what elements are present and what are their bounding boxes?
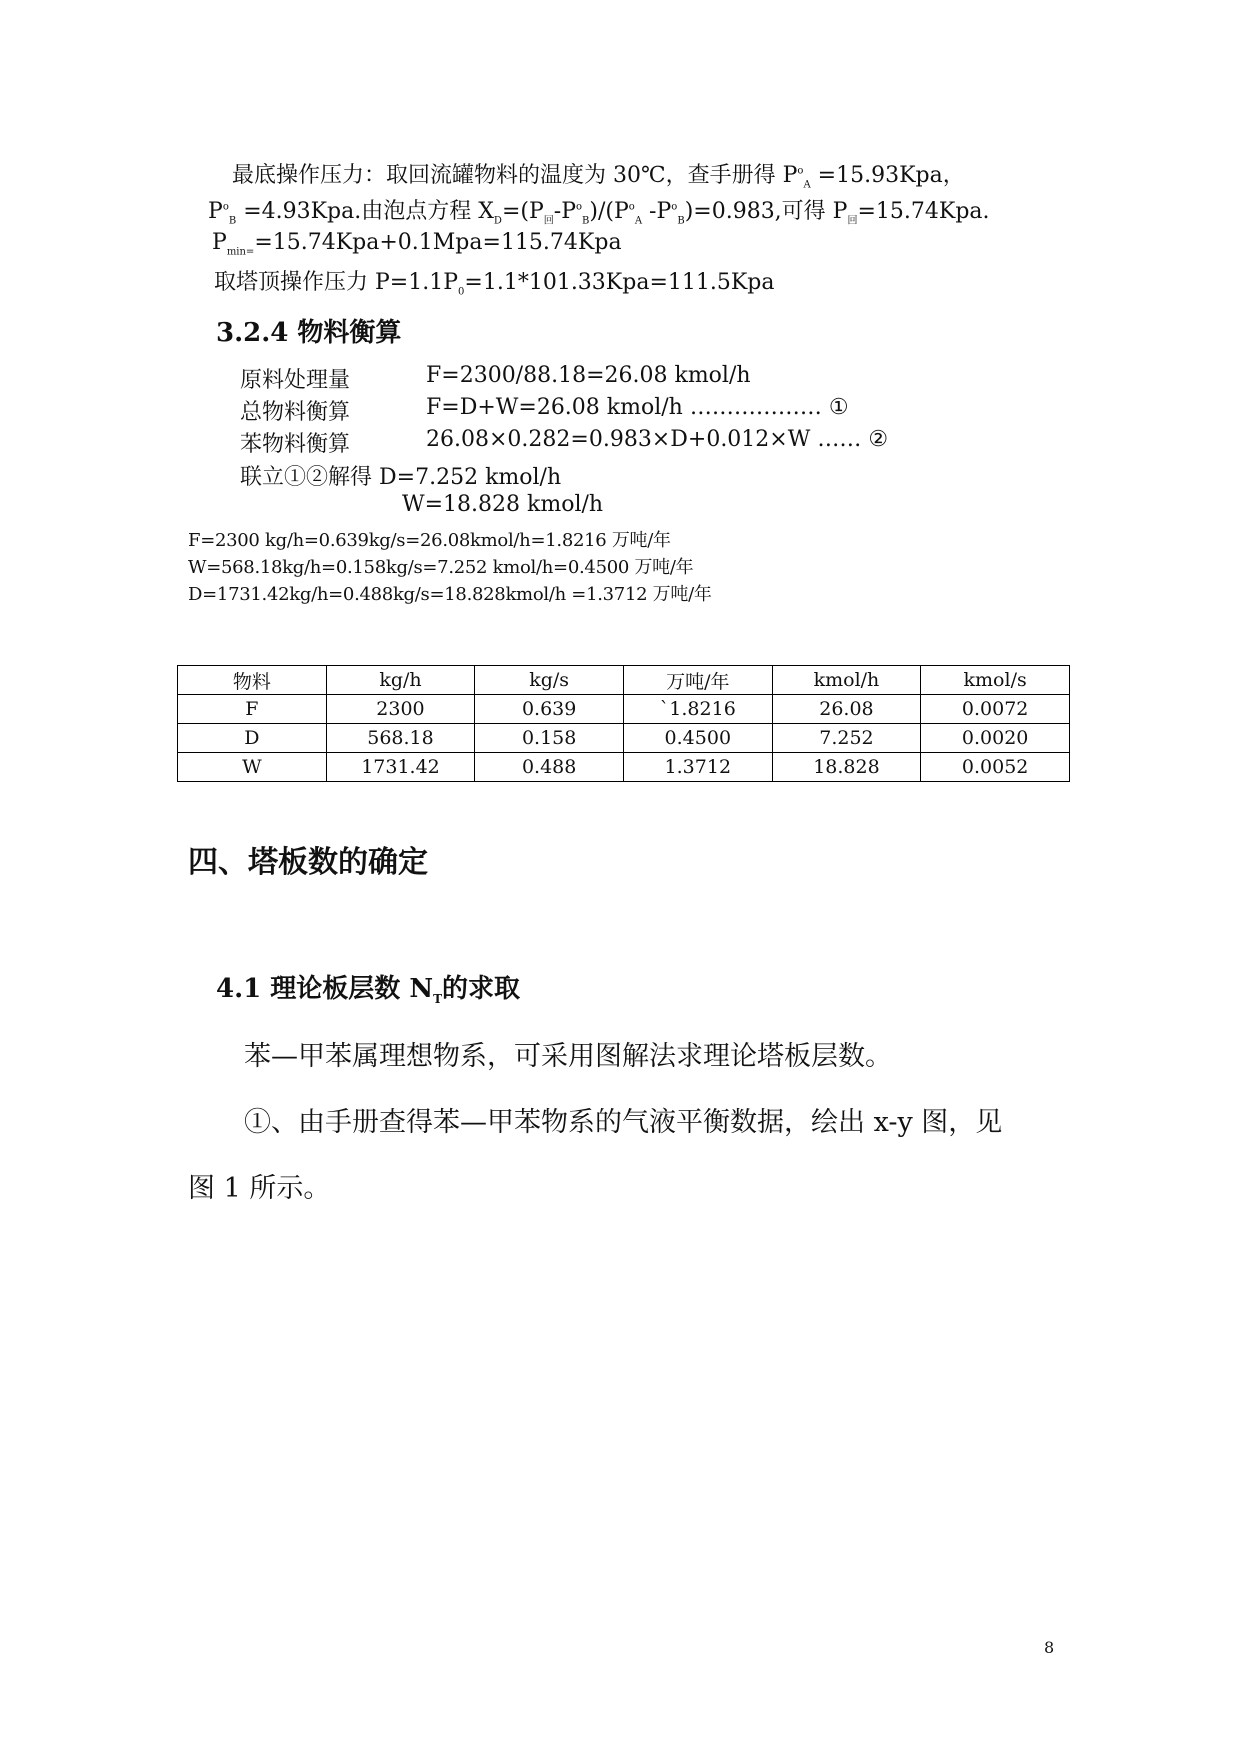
table-header-cell: kg/h <box>326 666 475 695</box>
paragraph-continuation: 图 1 所示。 <box>188 1173 331 1204</box>
table-header-row <box>178 666 1070 695</box>
table-cell: 0.0072 <box>921 695 1070 724</box>
table-cell: 0.0020 <box>921 724 1070 753</box>
table-header-cell: 万吨/年 <box>623 666 772 695</box>
table-cell: 0.4500 <box>623 724 772 753</box>
solve-label: 联立①②解得 D=7.252 kmol/h <box>240 465 562 490</box>
table-row <box>178 753 1070 782</box>
pressure-line-4: 取塔顶操作压力 $P=1.1P_0=1.1*101.33Kpa=111.5Kpa$ <box>214 270 775 298</box>
balance-row-expr: F=D+W=26.08 kmol/h ……………… ① <box>426 395 849 420</box>
table-cell: 0.0052 <box>921 753 1070 782</box>
table-cell: 1.3712 <box>623 753 772 782</box>
table-cell: F <box>178 695 327 724</box>
table-cell: 2300 <box>326 695 475 724</box>
table-cell: `1.8216 <box>623 695 772 724</box>
balance-row-label: 原料处理量 <box>240 368 351 393</box>
chapter-heading: 四、塔板数的确定 <box>188 845 428 880</box>
table-header-cell: 物料 <box>178 666 327 695</box>
table-header-cell: kmol/h <box>772 666 921 695</box>
table-cell: 568.18 <box>326 724 475 753</box>
table-cell: 7.252 <box>772 724 921 753</box>
table-cell: D <box>178 724 327 753</box>
conversion-line: F=2300 kg/h=0.639kg/s=26.08kmol/h=1.8216 万吨/年 <box>188 530 671 551</box>
balance-row-label: 苯物料衡算 <box>240 432 351 457</box>
table-cell: 26.08 <box>772 695 921 724</box>
table-cell: W <box>178 753 327 782</box>
table-cell: 0.639 <box>475 695 624 724</box>
paragraph: ①、由手册查得苯—甲苯物系的气液平衡数据，绘出 x-y 图，见 <box>244 1107 1003 1138</box>
material-balance-table <box>177 665 1070 782</box>
section-heading-41: 4.1 理论板层数 $N_T$的求取 <box>216 974 521 1007</box>
paragraph: 苯—甲苯属理想物系，可采用图解法求理论塔板层数。 <box>244 1041 892 1072</box>
table-row <box>178 695 1070 724</box>
pressure-line-1: 最底操作压力：取回流罐物料的温度为 30℃，查手册得 $P^o_A =15.93Kpa$， <box>232 163 965 191</box>
conversion-line: D=1731.42kg/h=0.488kg/s=18.828kmol/h =1.3712 万吨/年 <box>188 584 712 605</box>
balance-row-expr: 26.08×0.282=0.983×D+0.012×W …… ② <box>426 427 889 452</box>
table-header-cell: kg/s <box>475 666 624 695</box>
pressure-line-2: $P^o_B =4.93Kpa$.由泡点方程 $X_D=(P_回-P^o_B)/(P^o_A$ $-P^o_B)=0.983$,可得 $P_回=15.74Kpa$. <box>208 199 990 227</box>
conversion-line: W=568.18kg/h=0.158kg/s=7.252 kmol/h=0.4500 万吨/年 <box>188 557 694 578</box>
section-heading-324: 3.2.4 物料衡算 <box>216 318 402 348</box>
balance-row-label: 总物料衡算 <box>240 400 351 425</box>
page-number: 8 <box>1044 1638 1055 1657</box>
table-cell: 1731.42 <box>326 753 475 782</box>
table-header-cell: kmol/s <box>921 666 1070 695</box>
table-cell: 0.488 <box>475 753 624 782</box>
pressure-line-3: $P_{min=}=15.74Kpa+0.1Mpa=115.74Kpa$ <box>212 230 622 258</box>
table-cell: 0.158 <box>475 724 624 753</box>
balance-row-expr: F=2300/88.18=26.08 kmol/h <box>426 363 751 388</box>
solve-w: W=18.828 kmol/h <box>402 492 604 517</box>
table-cell: 18.828 <box>772 753 921 782</box>
table-row <box>178 724 1070 753</box>
